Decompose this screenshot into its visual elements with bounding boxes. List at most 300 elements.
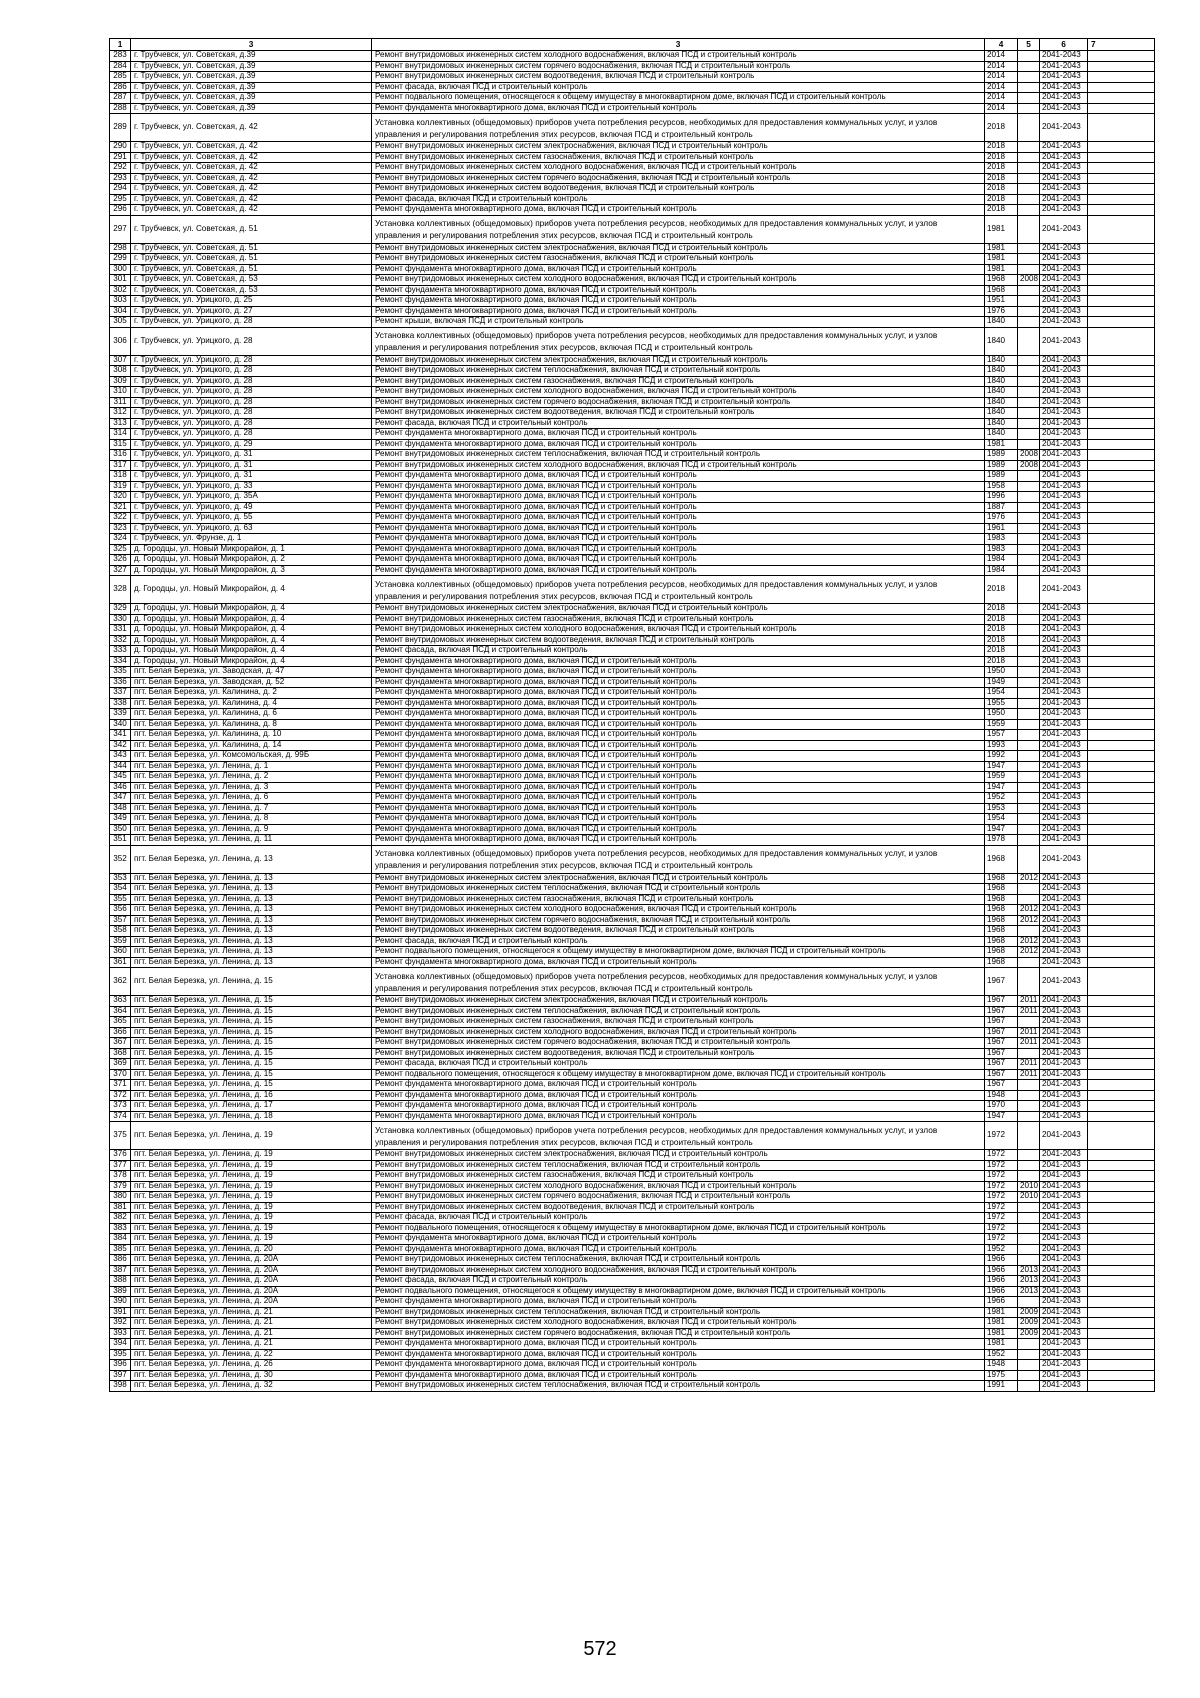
address-cell: пгт. Белая Березка, ул. Ленина, д. 19 — [131, 1181, 372, 1192]
year-cell: 1968 — [985, 905, 1018, 916]
empty-cell — [1088, 450, 1155, 461]
empty-cell — [1088, 803, 1155, 814]
table-row — [110, 460, 1155, 471]
year-cell: 1952 — [985, 1349, 1018, 1360]
year-repair-cell: 2013 — [1018, 1265, 1040, 1276]
work-type-cell: Ремонт внутридомовых инженерных систем холодного водоснабжения, включая ПСД и строительный контроль — [372, 1265, 985, 1276]
year-cell: 2014 — [985, 93, 1018, 104]
year-repair-cell — [1018, 894, 1040, 905]
work-type-cell: Ремонт фундамента многоквартирного дома, включая ПСД и строительный контроль — [372, 471, 985, 482]
work-type-cell: Ремонт фундамента многоквартирного дома, включая ПСД и строительный контроль — [372, 264, 985, 275]
work-type-cell: Ремонт внутридомовых инженерных систем холодного водоснабжения, включая ПСД и строительный контроль — [372, 163, 985, 174]
address-cell: пгт. Белая Березка, ул. Ленина, д. 19 — [131, 1150, 372, 1161]
period-cell: 2041-2043 — [1040, 418, 1088, 429]
year-cell: 1983 — [985, 544, 1018, 555]
work-type-cell: Ремонт внутридомовых инженерных систем водоотведения, включая ПСД и строительный контроль — [372, 1048, 985, 1059]
row-number-cell: 354 — [110, 884, 131, 895]
empty-cell — [1088, 61, 1155, 72]
empty-cell — [1088, 1297, 1155, 1308]
row-number-cell: 349 — [110, 814, 131, 825]
empty-cell — [1088, 1265, 1155, 1276]
empty-cell — [1088, 502, 1155, 513]
year-cell: 1970 — [985, 1101, 1018, 1112]
row-number-cell: 329 — [110, 604, 131, 615]
row-number-cell: 350 — [110, 824, 131, 835]
repair-schedule-table — [109, 38, 1155, 1392]
row-number-cell: 323 — [110, 523, 131, 534]
table-row — [110, 93, 1155, 104]
table-row — [110, 275, 1155, 286]
year-repair-cell — [1018, 163, 1040, 174]
year-cell: 1950 — [985, 667, 1018, 678]
year-cell: 2018 — [985, 576, 1018, 604]
address-cell: пгт. Белая Березка, ул. Калинина, д. 10 — [131, 730, 372, 741]
row-number-cell: 384 — [110, 1234, 131, 1245]
table-row — [110, 1276, 1155, 1287]
period-cell: 2041-2043 — [1040, 243, 1088, 254]
table-row — [110, 327, 1155, 355]
table-row — [110, 492, 1155, 503]
row-number-cell: 341 — [110, 730, 131, 741]
year-cell: 1840 — [985, 376, 1018, 387]
row-number-cell: 352 — [110, 845, 131, 873]
row-number-cell: 340 — [110, 719, 131, 730]
address-cell: пгт. Белая Березка, ул. Ленина, д. 19 — [131, 1202, 372, 1213]
year-cell: 1959 — [985, 719, 1018, 730]
address-cell: г. Трубчевск, ул. Советская, д. 42 — [131, 114, 372, 142]
table-row — [110, 254, 1155, 265]
period-cell: 2041-2043 — [1040, 1202, 1088, 1213]
year-repair-cell — [1018, 565, 1040, 576]
year-cell: 1975 — [985, 1370, 1018, 1381]
year-cell: 2018 — [985, 656, 1018, 667]
address-cell: г. Трубчевск, ул. Советская, д. 42 — [131, 173, 372, 184]
table-row — [110, 1202, 1155, 1213]
table-row — [110, 523, 1155, 534]
period-cell: 2041-2043 — [1040, 439, 1088, 450]
work-type-cell: Ремонт внутридомовых инженерных систем газоснабжения, включая ПСД и строительный контроль — [372, 152, 985, 163]
address-cell: г. Трубчевск, ул. Урицкого, д. 63 — [131, 523, 372, 534]
work-type-cell: Ремонт внутридомовых инженерных систем газоснабжения, включая ПСД и строительный контроль — [372, 894, 985, 905]
year-repair-cell — [1018, 761, 1040, 772]
address-cell: пгт. Белая Березка, ул. Ленина, д. 8 — [131, 814, 372, 825]
year-cell: 1967 — [985, 1059, 1018, 1070]
year-cell: 1967 — [985, 1017, 1018, 1028]
address-cell: г. Трубчевск, ул. Урицкого, д. 29 — [131, 439, 372, 450]
period-cell: 2041-2043 — [1040, 1328, 1088, 1339]
year-cell: 1947 — [985, 761, 1018, 772]
work-type-cell: Ремонт внутридомовых инженерных систем электроснабжения, включая ПСД и строительный контроль — [372, 142, 985, 153]
row-number-cell: 324 — [110, 534, 131, 545]
address-cell: пгт. Белая Березка, ул. Комсомольская, д. 99Б — [131, 751, 372, 762]
empty-cell — [1088, 1339, 1155, 1350]
address-cell: пгт. Белая Березка, ул. Ленина, д. 21 — [131, 1318, 372, 1329]
table-body — [110, 39, 1155, 1392]
year-repair-cell: 2009 — [1018, 1318, 1040, 1329]
period-cell: 2041-2043 — [1040, 1370, 1088, 1381]
address-cell: пгт. Белая Березка, ул. Ленина, д. 9 — [131, 824, 372, 835]
year-repair-cell — [1018, 824, 1040, 835]
work-type-cell: Ремонт внутридомовых инженерных систем горячего водоснабжения, включая ПСД и строительный контроль — [372, 915, 985, 926]
empty-cell — [1088, 460, 1155, 471]
period-cell: 2041-2043 — [1040, 625, 1088, 636]
row-number-cell: 332 — [110, 635, 131, 646]
row-number-cell: 334 — [110, 656, 131, 667]
work-type-cell: Ремонт фундамента многоквартирного дома, включая ПСД и строительный контроль — [372, 429, 985, 440]
year-repair-cell — [1018, 1017, 1040, 1028]
address-cell: пгт. Белая Березка, ул. Ленина, д. 13 — [131, 915, 372, 926]
work-type-cell: Ремонт фундамента многоквартирного дома, включая ПСД и строительный контроль — [372, 565, 985, 576]
period-cell: 2041-2043 — [1040, 604, 1088, 615]
year-cell: 1984 — [985, 565, 1018, 576]
address-cell: г. Трубчевск, ул. Урицкого, д. 49 — [131, 502, 372, 513]
period-cell: 2041-2043 — [1040, 51, 1088, 62]
work-type-cell: Ремонт фундамента многоквартирного дома, включая ПСД и строительный контроль — [372, 534, 985, 545]
work-type-cell: Ремонт внутридомовых инженерных систем холодного водоснабжения, включая ПСД и строительный контроль — [372, 387, 985, 398]
address-cell: г. Трубчевск, ул. Советская, д. 42 — [131, 184, 372, 195]
work-type-cell: Ремонт внутридомовых инженерных систем газоснабжения, включая ПСД и строительный контроль — [372, 376, 985, 387]
work-type-cell: Ремонт фундамента многоквартирного дома, включая ПСД и строительный контроль — [372, 1111, 985, 1122]
work-type-cell: Установка коллективных (общедомовых) приборов учета потребления ресурсов, необходимых для предоставления коммунальных услуг, и узлов управления и регулирования потребления этих ресурсов, включая ПСД и строительный контроль — [372, 327, 985, 355]
row-number-cell: 386 — [110, 1255, 131, 1266]
year-cell: 1954 — [985, 688, 1018, 699]
work-type-cell: Ремонт фасада, включая ПСД и строительный контроль — [372, 936, 985, 947]
empty-cell — [1088, 814, 1155, 825]
work-type-cell: Ремонт внутридомовых инженерных систем горячего водоснабжения, включая ПСД и строительный контроль — [372, 1328, 985, 1339]
address-cell: д. Городцы, ул. Новый Микрорайон, д. 4 — [131, 576, 372, 604]
table-row — [110, 915, 1155, 926]
period-cell: 2041-2043 — [1040, 1059, 1088, 1070]
year-repair-cell — [1018, 1171, 1040, 1182]
year-repair-cell: 2010 — [1018, 1192, 1040, 1203]
year-repair-cell — [1018, 205, 1040, 216]
empty-cell — [1088, 772, 1155, 783]
row-number-cell: 356 — [110, 905, 131, 916]
year-repair-cell — [1018, 677, 1040, 688]
period-cell: 2041-2043 — [1040, 1038, 1088, 1049]
year-cell: 1972 — [985, 1171, 1018, 1182]
address-cell: д. Городцы, ул. Новый Микрорайон, д. 4 — [131, 646, 372, 657]
address-cell: пгт. Белая Березка, ул. Калинина, д. 8 — [131, 719, 372, 730]
address-cell: пгт. Белая Березка, ул. Ленина, д. 3 — [131, 782, 372, 793]
row-number-cell: 368 — [110, 1048, 131, 1059]
table-row — [110, 1286, 1155, 1297]
address-cell: пгт. Белая Березка, ул. Ленина, д. 19 — [131, 1213, 372, 1224]
table-row — [110, 1048, 1155, 1059]
period-cell: 2041-2043 — [1040, 614, 1088, 625]
row-number-cell: 301 — [110, 275, 131, 286]
year-repair-cell: 2009 — [1018, 1307, 1040, 1318]
row-number-cell: 357 — [110, 915, 131, 926]
row-number-cell: 387 — [110, 1265, 131, 1276]
empty-cell — [1088, 408, 1155, 419]
table-row — [110, 544, 1155, 555]
empty-cell — [1088, 296, 1155, 307]
table-row — [110, 614, 1155, 625]
row-number-cell: 398 — [110, 1381, 131, 1392]
year-cell: 1966 — [985, 1255, 1018, 1266]
period-cell: 2041-2043 — [1040, 677, 1088, 688]
year-cell: 1840 — [985, 387, 1018, 398]
period-cell: 2041-2043 — [1040, 184, 1088, 195]
period-cell: 2041-2043 — [1040, 667, 1088, 678]
empty-cell — [1088, 1202, 1155, 1213]
work-type-cell: Ремонт фундамента многоквартирного дома, включая ПСД и строительный контроль — [372, 814, 985, 825]
year-cell: 1984 — [985, 555, 1018, 566]
table-row — [110, 677, 1155, 688]
work-type-cell: Ремонт внутридомовых инженерных систем газоснабжения, включая ПСД и строительный контроль — [372, 254, 985, 265]
year-repair-cell — [1018, 471, 1040, 482]
empty-cell — [1088, 894, 1155, 905]
year-cell: 1989 — [985, 450, 1018, 461]
work-type-cell: Ремонт фасада, включая ПСД и строительный контроль — [372, 1276, 985, 1287]
work-type-cell: Ремонт внутридомовых инженерных систем газоснабжения, включая ПСД и строительный контроль — [372, 1017, 985, 1028]
empty-cell — [1088, 1048, 1155, 1059]
period-cell: 2041-2043 — [1040, 502, 1088, 513]
year-cell: 1952 — [985, 1244, 1018, 1255]
year-repair-cell — [1018, 926, 1040, 937]
address-cell: г. Трубчевск, ул. Советская, д. 51 — [131, 254, 372, 265]
work-type-cell: Ремонт фундамента многоквартирного дома, включая ПСД и строительный контроль — [372, 793, 985, 804]
row-number-cell: 355 — [110, 894, 131, 905]
year-repair-cell — [1018, 439, 1040, 450]
period-cell: 2041-2043 — [1040, 1171, 1088, 1182]
table-row — [110, 656, 1155, 667]
address-cell: г. Трубчевск, ул. Урицкого, д. 31 — [131, 460, 372, 471]
year-cell: 2018 — [985, 114, 1018, 142]
period-cell: 2041-2043 — [1040, 1244, 1088, 1255]
year-repair-cell — [1018, 1048, 1040, 1059]
empty-cell — [1088, 947, 1155, 958]
address-cell: пгт. Белая Березка, ул. Ленина, д. 15 — [131, 1059, 372, 1070]
row-number-cell: 313 — [110, 418, 131, 429]
table-row — [110, 142, 1155, 153]
period-cell: 2041-2043 — [1040, 152, 1088, 163]
period-cell: 2041-2043 — [1040, 1069, 1088, 1080]
year-cell: 2018 — [985, 646, 1018, 657]
work-type-cell: Ремонт фундамента многоквартирного дома, включая ПСД и строительный контроль — [372, 513, 985, 524]
empty-cell — [1088, 103, 1155, 114]
work-type-cell: Ремонт фундамента многоквартирного дома, включая ПСД и строительный контроль — [372, 740, 985, 751]
year-repair-cell — [1018, 803, 1040, 814]
year-cell: 1968 — [985, 275, 1018, 286]
table-row — [110, 824, 1155, 835]
work-type-cell: Ремонт внутридомовых инженерных систем теплоснабжения, включая ПСД и строительный контроль — [372, 366, 985, 377]
address-cell: пгт. Белая Березка, ул. Ленина, д. 21 — [131, 1307, 372, 1318]
row-number-cell: 292 — [110, 163, 131, 174]
work-type-cell: Ремонт внутридомовых инженерных систем холодного водоснабжения, включая ПСД и строительный контроль — [372, 275, 985, 286]
year-cell: 1981 — [985, 1339, 1018, 1350]
period-cell: 2041-2043 — [1040, 1360, 1088, 1371]
row-number-cell: 397 — [110, 1370, 131, 1381]
address-cell: пгт. Белая Березка, ул. Калинина, д. 4 — [131, 698, 372, 709]
table-row — [110, 968, 1155, 996]
year-repair-cell — [1018, 667, 1040, 678]
row-number-cell: 364 — [110, 1006, 131, 1017]
period-cell: 2041-2043 — [1040, 1080, 1088, 1091]
year-repair-cell: 2008 — [1018, 460, 1040, 471]
empty-cell — [1088, 688, 1155, 699]
year-repair-cell: 2011 — [1018, 996, 1040, 1007]
table-row — [110, 1255, 1155, 1266]
empty-cell — [1088, 635, 1155, 646]
row-number-cell: 339 — [110, 709, 131, 720]
table-row — [110, 82, 1155, 93]
period-cell: 2041-2043 — [1040, 82, 1088, 93]
table-row — [110, 761, 1155, 772]
year-repair-cell: 2013 — [1018, 1276, 1040, 1287]
year-repair-cell — [1018, 635, 1040, 646]
table-row — [110, 1038, 1155, 1049]
empty-cell — [1088, 555, 1155, 566]
period-cell: 2041-2043 — [1040, 1265, 1088, 1276]
empty-cell — [1088, 317, 1155, 328]
row-number-cell: 298 — [110, 243, 131, 254]
empty-cell — [1088, 824, 1155, 835]
address-cell: г. Трубчевск, ул. Советская, д. 51 — [131, 264, 372, 275]
table-row — [110, 1244, 1155, 1255]
empty-cell — [1088, 1192, 1155, 1203]
period-cell: 2041-2043 — [1040, 481, 1088, 492]
work-type-cell: Ремонт фундамента многоквартирного дома, включая ПСД и строительный контроль — [372, 555, 985, 566]
empty-cell — [1088, 1059, 1155, 1070]
row-number-cell: 310 — [110, 387, 131, 398]
row-number-cell: 389 — [110, 1286, 131, 1297]
empty-cell — [1088, 184, 1155, 195]
year-repair-cell — [1018, 502, 1040, 513]
table-row — [110, 439, 1155, 450]
table-row — [110, 173, 1155, 184]
row-number-cell: 382 — [110, 1213, 131, 1224]
period-cell: 2041-2043 — [1040, 884, 1088, 895]
work-type-cell: Ремонт внутридомовых инженерных систем электроснабжения, включая ПСД и строительный контроль — [372, 243, 985, 254]
work-type-cell: Ремонт фундамента многоквартирного дома, включая ПСД и строительный контроль — [372, 523, 985, 534]
work-type-cell: Ремонт внутридомовых инженерных систем теплоснабжения, включая ПСД и строительный контроль — [372, 1307, 985, 1318]
work-type-cell: Ремонт фундамента многоквартирного дома, включая ПСД и строительный контроль — [372, 1349, 985, 1360]
address-cell: г. Трубчевск, ул. Урицкого, д. 25 — [131, 296, 372, 307]
row-number-cell: 380 — [110, 1192, 131, 1203]
work-type-cell: Ремонт подвального помещения, относящегося к общему имуществу в многоквартирном доме, включая ПСД и строительный контроль — [372, 1069, 985, 1080]
year-cell: 1953 — [985, 803, 1018, 814]
period-cell: 2041-2043 — [1040, 306, 1088, 317]
row-number-cell: 337 — [110, 688, 131, 699]
row-number-cell: 385 — [110, 1244, 131, 1255]
year-cell: 2014 — [985, 51, 1018, 62]
row-number-cell: 379 — [110, 1181, 131, 1192]
period-cell: 2041-2043 — [1040, 61, 1088, 72]
row-number-cell: 320 — [110, 492, 131, 503]
row-number-cell: 333 — [110, 646, 131, 657]
empty-cell — [1088, 1360, 1155, 1371]
empty-cell — [1088, 1213, 1155, 1224]
period-cell: 2041-2043 — [1040, 996, 1088, 1007]
work-type-cell: Ремонт внутридомовых инженерных систем холодного водоснабжения, включая ПСД и строительный контроль — [372, 1027, 985, 1038]
period-cell: 2041-2043 — [1040, 1286, 1088, 1297]
work-type-cell: Ремонт внутридомовых инженерных систем горячего водоснабжения, включая ПСД и строительный контроль — [372, 173, 985, 184]
table-row — [110, 429, 1155, 440]
table-row — [110, 513, 1155, 524]
work-type-cell: Ремонт крыши, включая ПСД и строительный контроль — [372, 317, 985, 328]
address-cell: г. Трубчевск, ул. Советская, д. 42 — [131, 163, 372, 174]
period-cell: 2041-2043 — [1040, 1339, 1088, 1350]
period-cell: 2041-2043 — [1040, 460, 1088, 471]
address-cell: г. Трубчевск, ул. Урицкого, д. 28 — [131, 327, 372, 355]
address-cell: пгт. Белая Березка, ул. Ленина, д. 22 — [131, 1349, 372, 1360]
period-cell: 2041-2043 — [1040, 646, 1088, 657]
work-type-cell: Ремонт внутридомовых инженерных систем водоотведения, включая ПСД и строительный контроль — [372, 184, 985, 195]
empty-cell — [1088, 1318, 1155, 1329]
work-type-cell: Ремонт фундамента многоквартирного дома, включая ПСД и строительный контроль — [372, 730, 985, 741]
row-number-cell: 312 — [110, 408, 131, 419]
period-cell: 2041-2043 — [1040, 397, 1088, 408]
table-row — [110, 397, 1155, 408]
table-row — [110, 152, 1155, 163]
year-cell: 1957 — [985, 730, 1018, 741]
year-cell: 1989 — [985, 471, 1018, 482]
row-number-cell: 376 — [110, 1150, 131, 1161]
year-cell: 1955 — [985, 698, 1018, 709]
period-cell: 2041-2043 — [1040, 1307, 1088, 1318]
year-repair-cell — [1018, 1349, 1040, 1360]
table-row — [110, 408, 1155, 419]
year-cell: 1948 — [985, 1360, 1018, 1371]
year-repair-cell — [1018, 387, 1040, 398]
year-cell: 1976 — [985, 513, 1018, 524]
table-row — [110, 194, 1155, 205]
address-cell: пгт. Белая Березка, ул. Ленина, д. 19 — [131, 1223, 372, 1234]
empty-cell — [1088, 397, 1155, 408]
row-number-cell: 302 — [110, 285, 131, 296]
table-header-row — [110, 39, 1155, 51]
address-cell: пгт. Белая Березка, ул. Ленина, д. 15 — [131, 1017, 372, 1028]
year-cell: 1949 — [985, 677, 1018, 688]
table-row — [110, 688, 1155, 699]
work-type-cell: Ремонт фундамента многоквартирного дома, включая ПСД и строительный контроль — [372, 1090, 985, 1101]
table-row — [110, 1360, 1155, 1371]
year-repair-cell — [1018, 1234, 1040, 1245]
period-cell: 2041-2043 — [1040, 824, 1088, 835]
empty-cell — [1088, 1038, 1155, 1049]
year-cell: 2014 — [985, 103, 1018, 114]
header-cell: 7 — [1088, 39, 1155, 51]
table-row — [110, 1017, 1155, 1028]
year-repair-cell — [1018, 264, 1040, 275]
period-cell: 2041-2043 — [1040, 926, 1088, 937]
empty-cell — [1088, 565, 1155, 576]
table-row — [110, 163, 1155, 174]
year-cell: 1972 — [985, 1122, 1018, 1150]
row-number-cell: 346 — [110, 782, 131, 793]
address-cell: пгт. Белая Березка, ул. Ленина, д. 13 — [131, 873, 372, 884]
row-number-cell: 353 — [110, 873, 131, 884]
empty-cell — [1088, 996, 1155, 1007]
period-cell: 2041-2043 — [1040, 803, 1088, 814]
year-repair-cell — [1018, 688, 1040, 699]
year-repair-cell: 2011 — [1018, 1006, 1040, 1017]
work-type-cell: Ремонт внутридомовых инженерных систем теплоснабжения, включая ПСД и строительный контроль — [372, 450, 985, 461]
address-cell: пгт. Белая Березка, ул. Заводская, д. 47 — [131, 667, 372, 678]
row-number-cell: 295 — [110, 194, 131, 205]
header-cell: 4 — [985, 39, 1018, 51]
year-cell: 1967 — [985, 1069, 1018, 1080]
year-cell: 1968 — [985, 894, 1018, 905]
empty-cell — [1088, 285, 1155, 296]
table-row — [110, 793, 1155, 804]
row-number-cell: 291 — [110, 152, 131, 163]
table-row — [110, 103, 1155, 114]
work-type-cell: Ремонт фундамента многоквартирного дома, включая ПСД и строительный контроль — [372, 492, 985, 503]
address-cell: д. Городцы, ул. Новый Микрорайон, д. 4 — [131, 635, 372, 646]
